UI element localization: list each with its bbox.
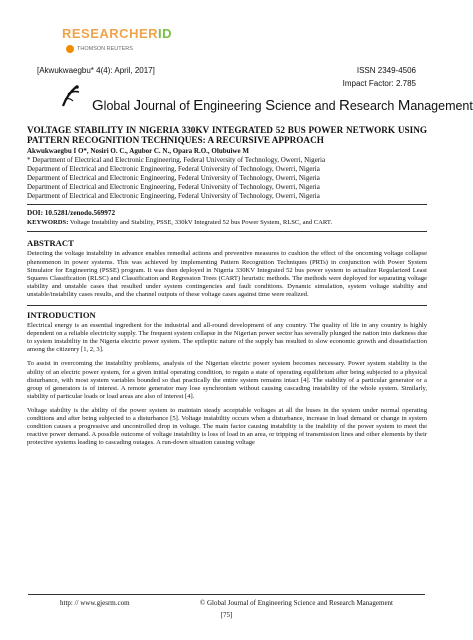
keywords <box>27 219 427 227</box>
journal-name <box>92 97 473 114</box>
intro-paragraph-3: Voltage stability is the ability of the power system to maintain steady acceptable voltages at all the buses in the system under normal operating conditions and after being subjected to a disturbance [5]. Voltage instability occurs when a disturbance, increase in load demand or change in system condition causes a progressive and uncontrolled drop in voltage. The main factor causing instability is the inability of the power system to meet the reactive power demand. A possible outcome of voltage instability is loss of load in an area, or tripping of transmission lines and other elements by their protective systems leading to cascading outages. A run-down situation causing voltage <box>27 406 427 447</box>
journal-name-capital: S <box>265 97 276 114</box>
divider <box>27 305 427 306</box>
abstract-heading: ABSTRACT <box>27 238 74 249</box>
journal-citation: [Akwukwaegbu* 4(4): April, 2017] <box>37 66 155 75</box>
footer-copyright: © Global Journal of Engineering Science and Research Management <box>199 599 393 607</box>
paper-title: VOLTAGE STABILITY IN NIGERIA 330KV INTEGRATED 52 BUS POWER NETWORK USING PATTERN RECOGNITION TECHNIQUES: A RECURSIVE APPROACH <box>27 125 427 146</box>
intro-paragraph-2: To assist in overcoming the instability problems, analysis of the Nigerian electric power system becomes necessary. Power system stability is the ability of an electric power system, for a given initial operating condition, to regain a state of operating equilibrium after being subjected to a physical disturbance, with most system variables bounded so that practically the entire system remains intact [4]. The stability of a particular generator or a group of generators is of interest. A remote generator may lose synchronism without causing cascading instability of the whole system. Similarly, stability of particular loads or load areas are also of interest [4]. <box>27 360 427 400</box>
footer-website-link[interactable]: http: // www.gjesrm.com <box>60 599 130 607</box>
keywords-text: Voltage Instability and Stability, PSSE, 330kV Integrated 52 bus Power System, RLSC, and CART. <box>68 219 333 227</box>
thomson-reuters-text: THOMSON REUTERS <box>77 46 133 52</box>
researcherid-logo-id: ID <box>158 26 173 41</box>
journal-issn: ISSN 2349-4506 <box>356 66 416 75</box>
affiliation-item: Department of Electrical and Electronic Engineering, Federal University of Technology, Owerri, Nigeria <box>27 174 320 182</box>
page-footer <box>28 594 425 619</box>
journal-name-word: lobal <box>103 99 134 113</box>
divider <box>27 231 427 232</box>
affiliation-item: Department of Electrical and Electronic Engineering, Federal University of Technology, Owerri, Nigeria <box>27 165 320 174</box>
impact-factor: Impact Factor: 2.785 <box>342 79 416 88</box>
researcherid-logo <box>62 26 172 41</box>
journal-logo-icon <box>60 84 82 108</box>
affiliation-list <box>27 156 427 200</box>
paper-content <box>27 125 427 453</box>
thomson-reuters-dot-icon <box>66 45 74 53</box>
journal-name-word: cience and <box>275 99 340 113</box>
footer-divider <box>28 594 425 595</box>
doi: DOI: 10.5281/zenodo.569972 <box>27 209 116 218</box>
affiliation-item: * Department of Electrical and Electronic Engineering, Federal University of Technology, Owerri, Nigeria <box>27 156 326 165</box>
researcherid-logo-text: RESEARCHER <box>62 26 159 41</box>
journal-name-word: esearch <box>349 99 398 113</box>
introduction-heading: INTRODUCTION <box>27 310 96 321</box>
keywords-label: KEYWORDS: <box>27 219 69 227</box>
affiliation-item: Department of Electrical and Electronic Engineering, Federal University of Technology, Owerri, Nigeria <box>27 191 320 200</box>
journal-name-capital: G <box>92 97 104 114</box>
journal-name-word: ournal of <box>141 99 194 113</box>
intro-paragraph-1: Electrical energy is an essential ingredient for the industrial and all-round development of any country. The quality of life in any country is highly dependent on a reliable electricity supply. The frequent system collapse in the Nigerian power sector has severally plunged the nation into darkness due to system instability in the Nigeria electric power system. The epileptic nature of the supply has resulted to slow economic growth and dissatisfaction among the citizenry [1, 2, 3]. <box>27 322 427 354</box>
journal-name-capital: R <box>339 97 350 114</box>
divider <box>27 204 427 205</box>
journal-name-capital: J <box>133 97 142 114</box>
affiliation-item: Department of Electrical and Electronic Engineering, Federal University of Technology, Owerri, Nigeria <box>27 182 320 191</box>
journal-name-word: anagement <box>410 99 473 113</box>
thomson-reuters-logo <box>66 45 133 53</box>
journal-name-capital: E <box>193 97 204 114</box>
abstract-text: Detecting the voltage instability in advance enables remedial actions and preventive measures to cushion the effect of the oncoming voltage collapse phenomenon in power systems. This was achieved by implementing Pattern Recognition Techniques (PRTs) in conjunction with Power System Simulator for Engineering (PSSE) program. It was then deployed in Nigeria 330KV Integrated 52 bus power system to actualize Regularized Least Squares Classification (RLSC) and Classification and Regression Trees (CART) heuristic methods. The methods were deployed for separating voltage stability and unstable cases that resulted under system contingencies and fault conditions. Dynamic simulation, system voltage stability and unstable/instability cases results, and the channel outputs of these voltage cases against time were realized. <box>27 250 427 298</box>
journal-name-capital: M <box>397 97 411 114</box>
journal-name-word: ngineering <box>203 99 266 113</box>
page-number: [75] <box>220 611 233 619</box>
paper-authors: Akwukwaegbu I O*, Nosiri O. C., Agubor C. N., Opara R.O., Olubuiwe M <box>27 147 249 156</box>
